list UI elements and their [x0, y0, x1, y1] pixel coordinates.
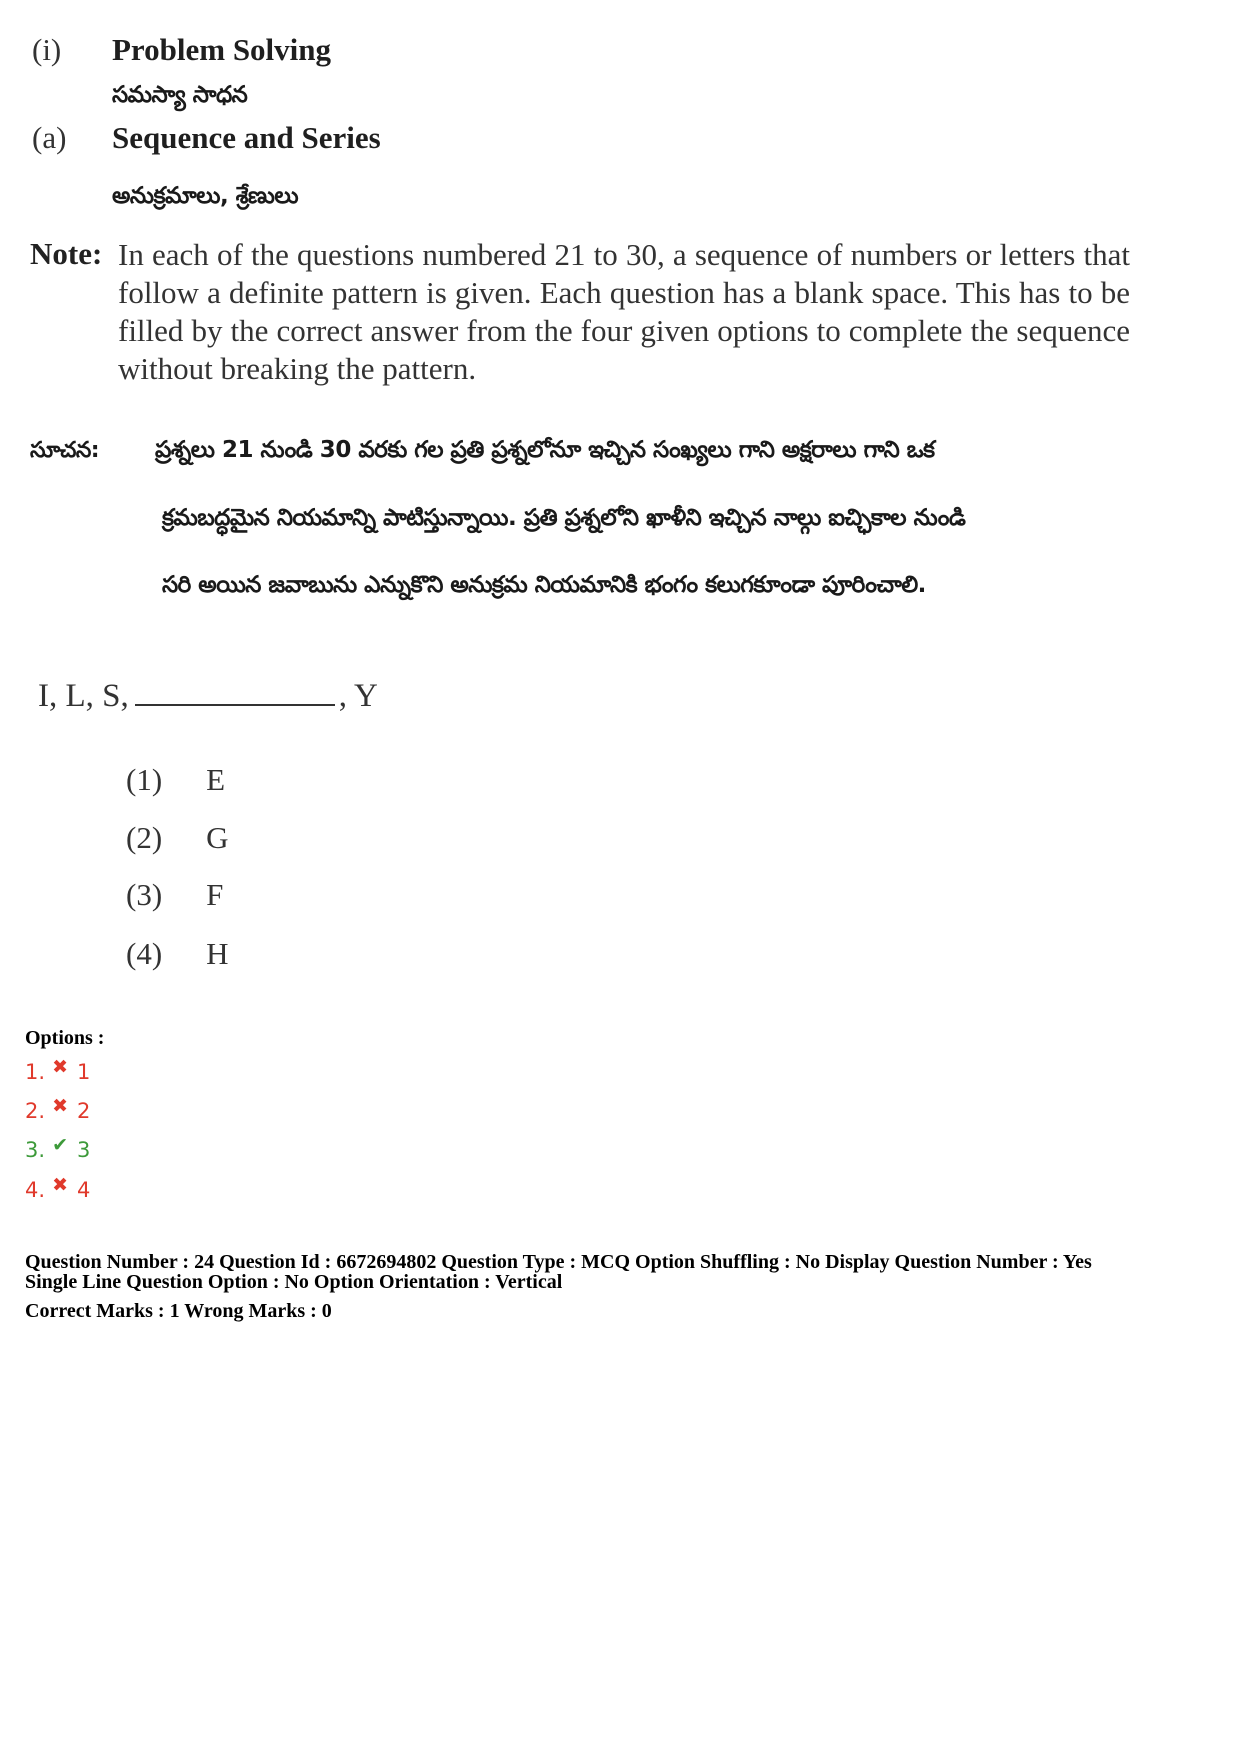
option-value: 2	[77, 1099, 91, 1123]
sequence-end: , Y	[338, 678, 378, 714]
cross-icon: ✖	[52, 1095, 68, 1117]
option-value: 4	[77, 1178, 91, 1202]
check-icon: ✔	[52, 1134, 68, 1156]
section-title-telugu: సమస్యా సాధన	[112, 82, 248, 108]
option-item	[25, 1056, 91, 1084]
cross-icon: ✖	[52, 1174, 68, 1196]
option-index: 1.	[25, 1060, 46, 1084]
question-meta-line: Question Number : 24 Question Id : 6672694802 Question Type : MCQ Option Shuffling : No Display Question Number : Yes	[25, 1251, 1092, 1273]
option-value: 1	[77, 1060, 91, 1084]
suchana-line: క్రమబద్ధమైన నియమాన్ని పాటిస్తున్నాయి. ప్రతి ప్రశ్నలోని ఖాళీని ఇచ్చిన నాల్గు ఐచ్ఛికాల నుండి	[162, 505, 966, 531]
choice-letter: E	[206, 762, 226, 797]
suchana-label: సూచన:	[30, 438, 100, 463]
option-value: 3	[77, 1138, 91, 1162]
option-item	[25, 1095, 91, 1123]
note-label: Note:	[30, 236, 103, 271]
option-index: 4.	[25, 1178, 46, 1202]
choice-letter: H	[206, 936, 229, 971]
option-index: 3.	[25, 1138, 46, 1162]
option-index: 2.	[25, 1099, 46, 1123]
choice-item	[126, 762, 225, 798]
sequence-blank	[135, 676, 335, 706]
subsection-number: (a)	[32, 120, 67, 155]
sequence-start: I, L, S,	[38, 678, 129, 714]
question-meta-line: Single Line Question Option : No Option Orientation : Vertical	[25, 1271, 563, 1293]
cross-icon: ✖	[52, 1056, 68, 1078]
subsection-title-telugu: అనుక్రమాలు, శ్రేణులు	[112, 183, 299, 209]
choice-item	[126, 936, 229, 972]
choice-number: (2)	[126, 820, 163, 855]
suchana-line: సరి అయిన జవాబును ఎన్నుకొని అనుక్రమ నియమానికి భంగం కలుగకూండా పూరించాలి.	[162, 572, 926, 598]
choice-number: (1)	[126, 762, 163, 797]
choice-letter: G	[206, 820, 229, 855]
marks-line: Correct Marks : 1 Wrong Marks : 0	[25, 1300, 332, 1322]
options-heading: Options :	[25, 1027, 105, 1049]
option-item	[25, 1174, 91, 1202]
choice-number: (4)	[126, 936, 163, 971]
choice-item	[126, 877, 223, 913]
section-number: (i)	[32, 32, 62, 67]
choice-item	[126, 820, 229, 856]
suchana-line: ప్రశ్నలు 21 నుండి 30 వరకు గల ప్రతి ప్రశ్నలోనూ ఇచ్చిన సంఖ్యలు గాని అక్షరాలు గాని ఒక	[155, 437, 935, 463]
section-title: Problem Solving	[112, 32, 332, 67]
note-text: In each of the questions numbered 21 to 30, a sequence of numbers or letters that follow a definite pattern is given. Each question has a blank space. This has to be filled by the correct answer from the four given options to complete the sequence without breaking the pattern.	[118, 237, 1130, 386]
choice-letter: F	[206, 877, 224, 912]
subsection-title: Sequence and Series	[112, 120, 381, 155]
option-item	[25, 1134, 91, 1162]
choice-number: (3)	[126, 877, 163, 912]
sequence-question	[38, 676, 378, 715]
